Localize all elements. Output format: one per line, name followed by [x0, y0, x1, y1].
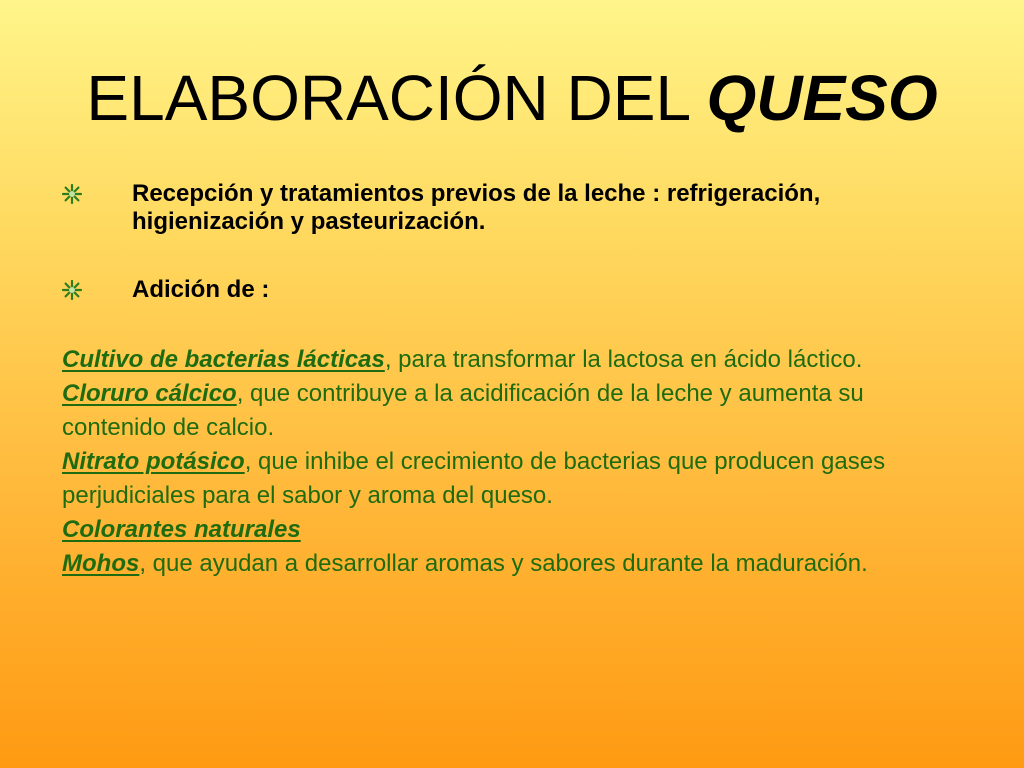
additive-term: Nitrato potásico: [62, 448, 245, 475]
additive-term: Cloruro cálcico: [62, 380, 237, 407]
additive-description: , que ayudan a desarrollar aromas y sabores durante la maduración.: [139, 550, 868, 577]
additive-item: [62, 445, 972, 513]
starburst-bullet-icon: [62, 280, 82, 300]
title-main: ELABORACIÓN DEL: [86, 62, 707, 134]
bullet-text: Adición de :: [132, 276, 270, 303]
additive-term: Mohos: [62, 550, 140, 577]
starburst-bullet-icon: [62, 184, 82, 204]
bullet-item: [62, 180, 972, 236]
additive-description: , que inhibe el crecimiento de bacterias que producen gases perjudiciales para el sabor y aroma del queso.: [62, 448, 886, 509]
additive-description: , que contribuye a la acidificación de la leche y aumenta su contenido de calcio.: [62, 380, 864, 441]
additive-item: [62, 377, 972, 445]
bullet-item: [62, 276, 972, 304]
title-emphasis: QUESO: [706, 62, 938, 134]
bullet-text: Recepción y tratamientos previos de la leche : refrigeración, higienización y pasteurización.: [132, 180, 821, 235]
additive-description: , para transformar la lactosa en ácido láctico.: [384, 346, 863, 373]
additive-item: [62, 547, 972, 581]
additive-term: Colorantes naturales: [62, 516, 301, 543]
additive-term: Cultivo de bacterias lácticas: [62, 346, 385, 373]
slide-title: [0, 58, 1024, 138]
additive-item: [62, 513, 972, 547]
bullet-list: [62, 180, 972, 304]
additive-item: [62, 343, 972, 377]
additives-list: [62, 343, 972, 581]
